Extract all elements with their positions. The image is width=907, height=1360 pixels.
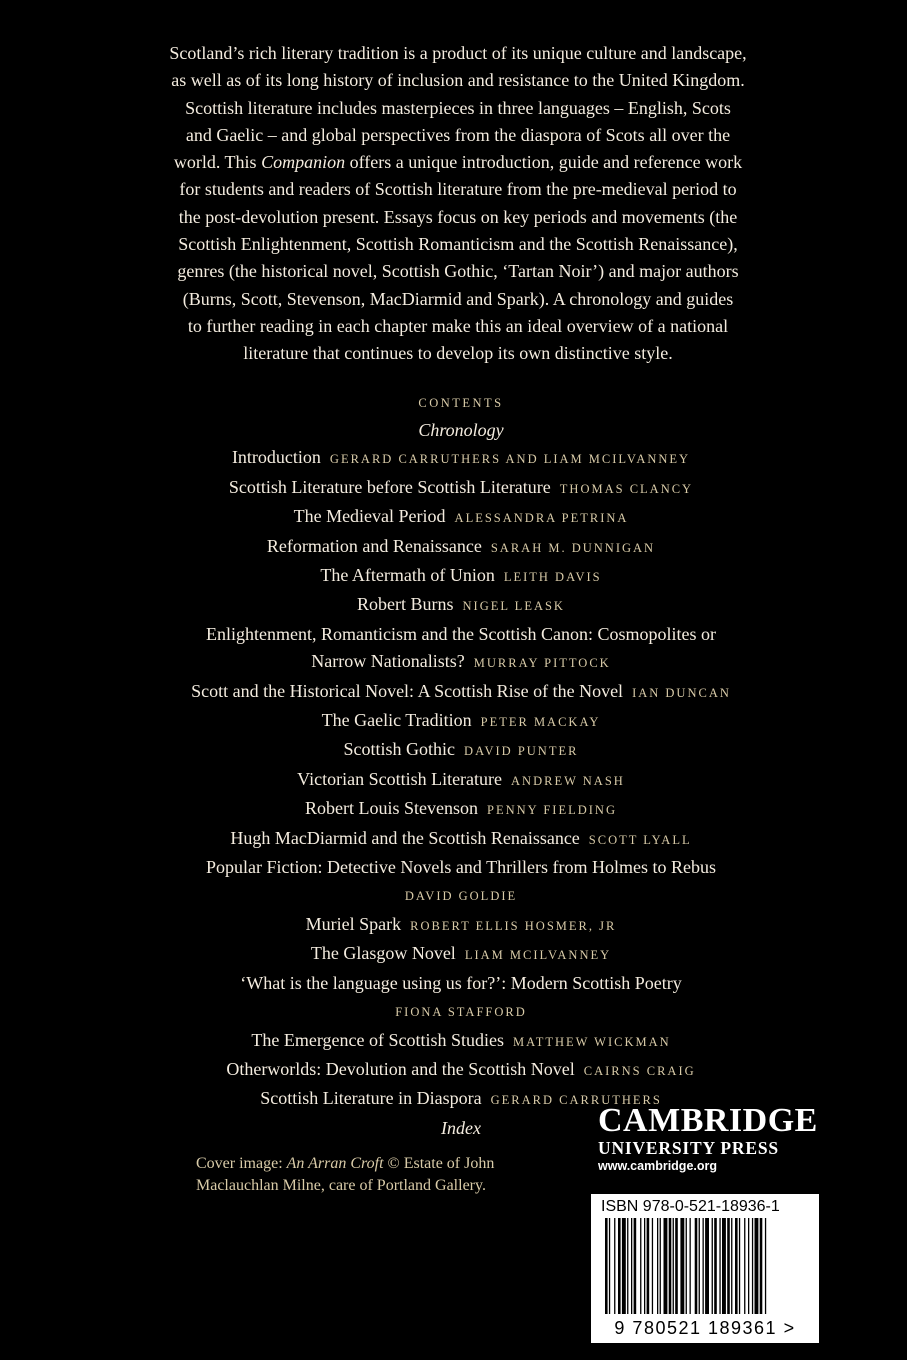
credit-line2: Maclauchlan Milne, care of Portland Gallery. bbox=[196, 1177, 486, 1194]
barcode-bar bbox=[627, 1218, 628, 1314]
contents-entry bbox=[110, 940, 812, 969]
barcode-bar bbox=[660, 1218, 661, 1314]
barcode-bar bbox=[722, 1218, 726, 1314]
barcode-bar bbox=[744, 1218, 745, 1314]
entry-title: The Emergence of Scottish Studies bbox=[251, 1029, 504, 1050]
barcode-bar bbox=[669, 1218, 672, 1314]
entry-title: Muriel Spark bbox=[305, 913, 402, 934]
barcode-bar bbox=[618, 1218, 621, 1314]
barcode-bar bbox=[609, 1218, 610, 1314]
credit-rest: © Estate of John bbox=[383, 1155, 495, 1172]
entry-title: Scottish Literature in Diaspora bbox=[260, 1088, 482, 1109]
blurb-line: and Gaelic – and global perspectives from the diaspora of Scots all over the bbox=[185, 124, 731, 145]
publisher-logo bbox=[598, 1104, 828, 1174]
entry-author: MATTHEW WICKMAN bbox=[512, 1034, 671, 1049]
blurb-line: world. This bbox=[173, 152, 262, 173]
entry-author: FIONA STAFFORD bbox=[395, 1005, 527, 1020]
contents-entry bbox=[110, 707, 812, 736]
barcode-bar bbox=[680, 1218, 684, 1314]
blurb-line: Scottish literature includes masterpieces in three languages – English, Scots bbox=[185, 97, 731, 118]
barcode-bar bbox=[727, 1218, 730, 1314]
contents-entry bbox=[110, 1056, 812, 1085]
blurb-line: literature that continues to develop its own distinctive style. bbox=[243, 343, 673, 364]
contents-entry bbox=[110, 736, 812, 765]
entry-title-continued: Narrow Nationalists? bbox=[311, 651, 465, 672]
entry-title: Popular Fiction: Detective Novels and Thrillers from Holmes to Rebus bbox=[205, 857, 717, 878]
barcode-bar bbox=[664, 1218, 668, 1314]
contents-entry bbox=[110, 825, 812, 854]
publisher-url: www.cambridge.org bbox=[598, 1159, 718, 1173]
barcode-bar bbox=[731, 1218, 732, 1314]
barcode-bar bbox=[631, 1218, 632, 1314]
contents-entry bbox=[110, 591, 812, 620]
back-cover-blurb bbox=[120, 40, 796, 368]
contents-entry bbox=[110, 562, 812, 591]
barcode-bar bbox=[755, 1218, 759, 1314]
entry-title: ‘What is the language using us for?’: Modern Scottish Poetry bbox=[240, 972, 682, 993]
entry-title: Scottish Literature before Scottish Literature bbox=[228, 476, 551, 497]
publisher-subtitle: UNIVERSITY PRESS bbox=[598, 1138, 779, 1158]
barcode-bar bbox=[644, 1218, 645, 1314]
blurb-line: (Burns, Scott, Stevenson, MacDiarmid and Spark). A chronology and guides bbox=[182, 288, 734, 309]
entry-author: ALESSANDRA PETRINA bbox=[454, 511, 629, 526]
contents-chronology: Chronology bbox=[418, 420, 504, 440]
contents-heading: CONTENTS bbox=[418, 396, 504, 410]
barcode-bar bbox=[714, 1218, 717, 1314]
entry-title: Reformation and Renaissance bbox=[266, 535, 482, 556]
blurb-line: to further reading in each chapter make this an ideal overview of a national bbox=[187, 315, 729, 336]
barcode-bar bbox=[690, 1218, 691, 1314]
blurb-line: genres (the historical novel, Scottish Gothic, ‘Tartan Noir’) and major authors bbox=[177, 261, 739, 282]
barcode-bar bbox=[735, 1218, 738, 1314]
entry-title: Scott and the Historical Novel: A Scottish Rise of the Novel bbox=[191, 680, 624, 701]
entry-title: The Medieval Period bbox=[293, 506, 446, 527]
contents-entry bbox=[110, 854, 812, 911]
contents-entry bbox=[110, 766, 812, 795]
entry-title: Scottish Gothic bbox=[343, 739, 456, 760]
barcode-bar bbox=[686, 1218, 687, 1314]
entry-author: DAVID GOLDIE bbox=[404, 889, 518, 904]
barcode-digits: 9 780521 189361 > bbox=[614, 1318, 796, 1338]
entry-author: LIAM MCILVANNEY bbox=[464, 948, 612, 963]
contents-entry bbox=[110, 503, 812, 532]
publisher-name: CAMBRIDGE bbox=[598, 1102, 818, 1139]
blurb-italic-companion: Companion bbox=[261, 152, 346, 173]
barcode-bar bbox=[760, 1218, 763, 1314]
contents-entry bbox=[110, 444, 812, 473]
barcode-bar bbox=[699, 1218, 700, 1314]
barcode-bar bbox=[765, 1218, 766, 1314]
entry-title: The Aftermath of Union bbox=[320, 565, 495, 586]
contents-entry bbox=[110, 795, 812, 824]
barcode-bar bbox=[719, 1218, 720, 1314]
entry-title: Robert Louis Stevenson bbox=[305, 798, 479, 819]
entry-author: DAVID PUNTER bbox=[464, 744, 579, 759]
blurb-line: as well as of its long history of inclusion and resistance to the United Kingdom. bbox=[171, 70, 745, 91]
isbn-label: ISBN 978-0-521-18936-1 bbox=[601, 1198, 780, 1215]
barcode-bar bbox=[640, 1218, 641, 1314]
blurb-line: for students and readers of Scottish literature from the pre-medieval period to bbox=[179, 179, 737, 200]
credit-prefix: Cover image: bbox=[196, 1155, 287, 1172]
blurb-line: Scotland’s rich literary tradition is a product of its unique culture and landscape, bbox=[169, 43, 747, 63]
entry-author: SCOTT LYALL bbox=[588, 832, 692, 847]
barcode-bar bbox=[647, 1218, 650, 1314]
contents-entry bbox=[110, 970, 812, 1027]
blurb-line: Scottish Enlightenment, Scottish Romanticism and the Scottish Renaissance), bbox=[178, 234, 738, 255]
barcode-bar bbox=[752, 1218, 753, 1314]
entry-author: ANDREW NASH bbox=[511, 773, 625, 788]
entry-author: GERARD CARRUTHERS bbox=[490, 1093, 662, 1108]
barcode-bar bbox=[695, 1218, 698, 1314]
blurb-line: offers a unique introduction, guide and reference work bbox=[345, 152, 743, 173]
table-of-contents bbox=[110, 390, 812, 1142]
blurb-line: the post-devolution present. Essays focus on key periods and movements (the bbox=[178, 206, 738, 227]
barcode-bar bbox=[634, 1218, 637, 1314]
entry-title: The Gaelic Tradition bbox=[321, 710, 472, 731]
isbn-barcode bbox=[591, 1194, 819, 1343]
entry-author: PENNY FIELDING bbox=[487, 803, 617, 818]
barcode-bar bbox=[622, 1218, 626, 1314]
contents-entry bbox=[110, 1027, 812, 1056]
barcode-bar bbox=[614, 1218, 615, 1314]
entry-title: Hugh MacDiarmid and the Scottish Renaissance bbox=[230, 827, 580, 848]
contents-entry bbox=[110, 533, 812, 562]
barcode-bar bbox=[748, 1218, 749, 1314]
barcode-bar bbox=[657, 1218, 658, 1314]
entry-title: Victorian Scottish Literature bbox=[297, 768, 503, 789]
entry-author: IAN DUNCAN bbox=[632, 685, 731, 700]
entry-author: SARAH M. DUNNIGAN bbox=[490, 540, 656, 555]
entry-author: CAIRNS CRAIG bbox=[583, 1063, 696, 1078]
barcode-bar bbox=[703, 1218, 704, 1314]
barcode-bar bbox=[673, 1218, 674, 1314]
contents-entry bbox=[110, 621, 812, 678]
entry-author: GERARD CARRUTHERS AND LIAM MCILVANNEY bbox=[329, 452, 691, 467]
entry-author: NIGEL LEASK bbox=[462, 599, 565, 614]
contents-entry bbox=[110, 911, 812, 940]
barcode-bar bbox=[652, 1218, 653, 1314]
credit-work-title: An Arran Croft bbox=[286, 1155, 384, 1172]
barcode-bars-icon bbox=[603, 1218, 807, 1318]
entry-title: Robert Burns bbox=[357, 594, 454, 615]
entry-title: Introduction bbox=[231, 447, 321, 468]
entry-title: The Glasgow Novel bbox=[310, 943, 456, 964]
contents-entry bbox=[110, 678, 812, 707]
entry-title: Enlightenment, Romanticism and the Scottish Canon: Cosmopolites or bbox=[206, 623, 716, 644]
entry-author: PETER MACKAY bbox=[480, 715, 601, 730]
entry-author: ROBERT ELLIS HOSMER, JR bbox=[410, 918, 617, 933]
entry-author: THOMAS CLANCY bbox=[559, 481, 694, 496]
contents-entry bbox=[110, 474, 812, 503]
barcode-bar bbox=[605, 1218, 608, 1314]
barcode-bar bbox=[705, 1218, 709, 1314]
entry-author: LEITH DAVIS bbox=[503, 570, 602, 585]
barcode-bar bbox=[675, 1218, 678, 1314]
contents-index: Index bbox=[441, 1117, 481, 1138]
entry-title: Otherworlds: Devolution and the Scottish Novel bbox=[226, 1058, 575, 1079]
entry-author: MURRAY PITTOCK bbox=[473, 656, 611, 671]
barcode-bar bbox=[712, 1218, 713, 1314]
cover-image-credit bbox=[196, 1153, 536, 1197]
barcode-bar bbox=[739, 1218, 740, 1314]
